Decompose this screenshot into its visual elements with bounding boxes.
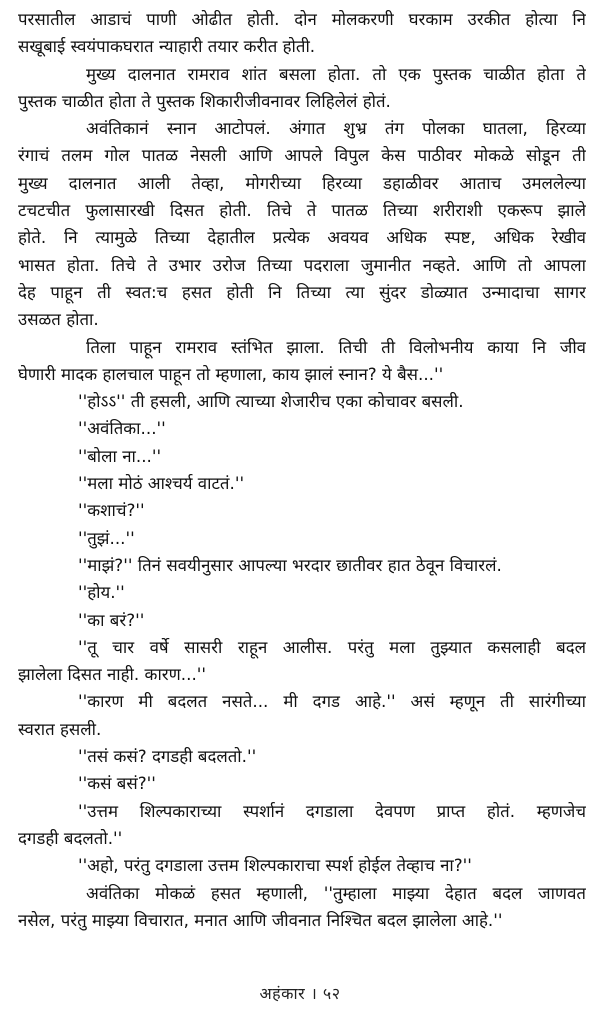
body-text: [18, 6, 586, 934]
text-line: सखूबाई स्वयंपाकघरात न्याहारी तयार करीत होती.: [18, 36, 316, 57]
dialogue-line: ''तुझं...'': [78, 527, 135, 548]
dialogue-line: ''कारण मी बदलत नसते... मी दगड आहे.'' असं म्हणून ती सारंगीच्या: [78, 691, 586, 712]
text-line: भासत होता. तिचे ते उभार उरोज तिच्या पदराला जुमानीत नव्हते. आणि तो आपला: [18, 254, 586, 275]
dialogue-line: ''होऽऽ'' ती हसली, आणि त्याच्या शेजारीच एका कोचावर बसली.: [78, 391, 464, 412]
text-line: घेणारी मादक हालचाल पाहून तो म्हणाला, काय झालं स्नान? ये बैस...'': [18, 363, 444, 384]
text-line: रंगाचं तलम गोल पातळ नेसली आणि आपले विपुल केस पाठीवर मोकळे सोडून ती: [18, 145, 586, 166]
dialogue-line: ''माझं?'' तिनं सवयीनुसार आपल्या भरदार छातीवर हात ठेवून विचारलं.: [78, 554, 502, 575]
text-line: स्वरात हसली.: [18, 718, 102, 739]
text-line: देह पाहून ती स्वत:च हसत होती नि तिच्या त्या सुंदर डोळ्यात उन्मादाचा सागर: [18, 281, 586, 302]
text-line: मुख्य दालनात आली तेव्हा, मोगरीच्या हिरव्या डहाळीवर आताच उमललेल्या: [18, 172, 586, 193]
dialogue-line: ''मला मोठं आश्चर्य वाटतं.'': [78, 473, 245, 494]
text-line: होते. नि त्यामुळे तिच्या देहातील प्रत्येक अवयव अधिक स्पष्ट, अधिक रेखीव: [18, 227, 586, 248]
dialogue-line: ''तसं कसं? दगडही बदलतो.'': [78, 746, 257, 767]
text-line: अवंतिकानं स्नान आटोपलं. अंगात शुभ्र तंग पोलका घातला, हिरव्या: [86, 118, 586, 139]
text-line: नसेल, परंतु माझ्या विचारात, मनात आणि जीवनात निश्चित बदल झालेला आहे.'': [18, 909, 503, 930]
dialogue-line: ''अवंतिका...'': [78, 418, 166, 439]
text-line: परसातील आडाचं पाणी ओढीत होती. दोन मोलकरणी घरकाम उरकीत होत्या नि: [18, 9, 586, 29]
page-footer: अहंकार । ५२: [259, 984, 341, 1003]
text-line: पुस्तक चाळीत होता ते पुस्तक शिकारीजीवनावर लिहिलेलं होतं.: [18, 90, 391, 111]
text-line: झालेला दिसत नाही. कारण...'': [18, 664, 207, 685]
dialogue-line: ''उत्तम शिल्पकाराच्या स्पर्शानं दगडाला देवपण प्राप्त होतं. म्हणजेच: [78, 800, 586, 821]
dialogue-line: ''होय.'': [78, 582, 125, 603]
dialogue-line: ''कशाचं?'': [78, 500, 145, 521]
dialogue-line: ''बोला ना...'': [78, 445, 162, 466]
dialogue-line: ''का बरं?'': [78, 609, 145, 630]
dialogue-line: ''तू चार वर्षे सासरी राहून आलीस. परंतु मला तुझ्यात कसलाही बदल: [78, 636, 586, 657]
text-line: दगडही बदलतो.'': [18, 827, 123, 848]
text-line: मुख्य दालनात रामराव शांत बसला होता. तो एक पुस्तक चाळीत होता ते: [86, 63, 586, 84]
text-line: उसळत होता.: [18, 309, 99, 330]
text-line: टचटचीत फुलासारखी दिसत होती. तिचे ते पातळ तिच्या शरीराशी एकरूप झाले: [18, 200, 586, 221]
text-line: अवंतिका मोकळं हसत म्हणाली, ''तुम्हाला माझ्या देहात बदल जाणवत: [86, 882, 586, 903]
text-line: तिला पाहून रामराव स्तंभित झाला. तिची ती विलोभनीय काया नि जीव: [86, 336, 586, 357]
dialogue-line: ''कसं बसं?'': [78, 773, 156, 794]
dialogue-line: ''अहो, परंतु दगडाला उत्तम शिल्पकाराचा स्पर्श होईल तेव्हाच ना?'': [78, 855, 472, 876]
